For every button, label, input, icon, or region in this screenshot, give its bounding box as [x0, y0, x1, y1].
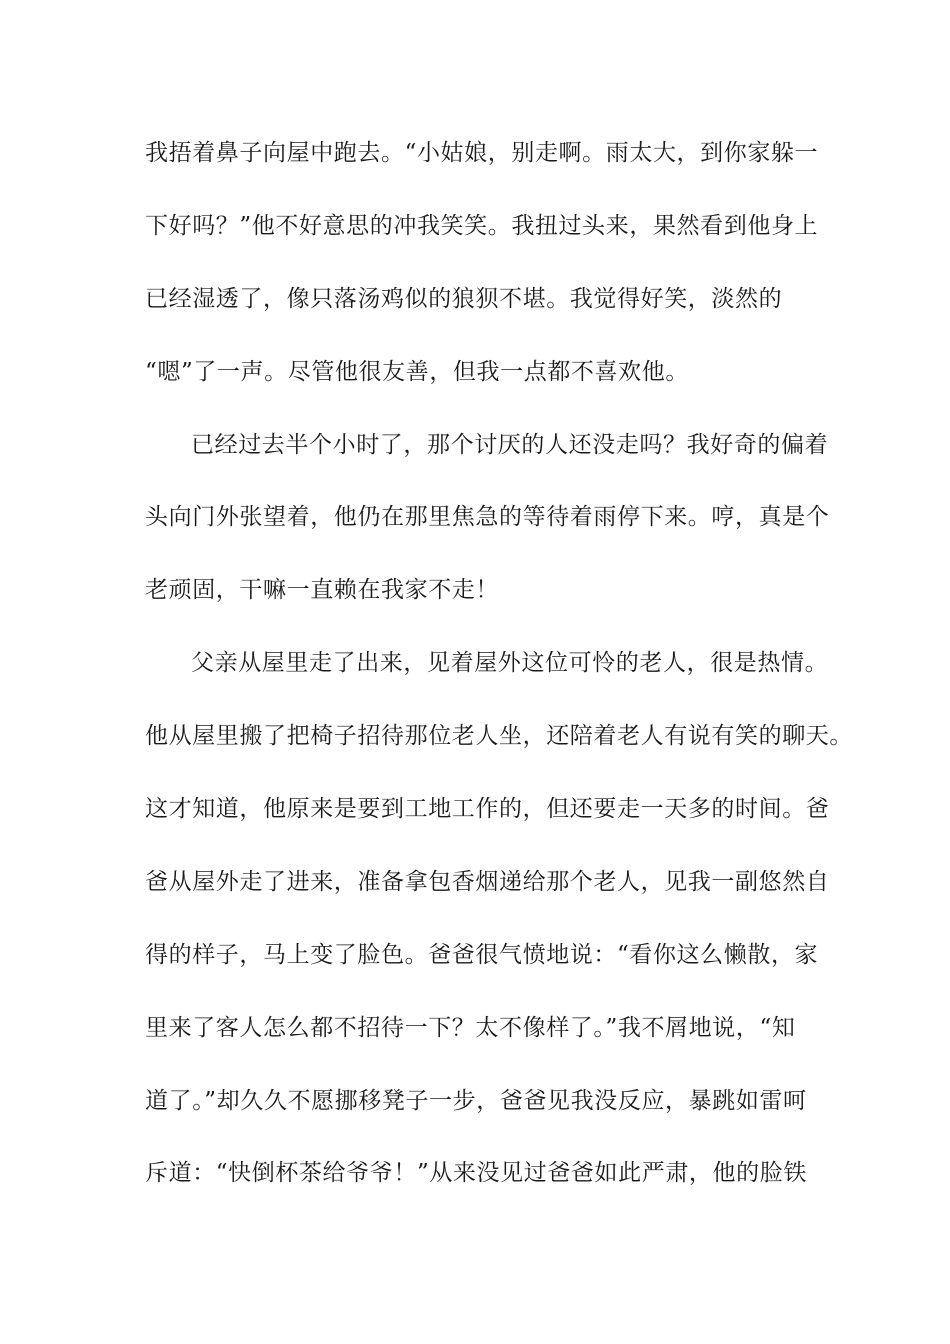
- text-line: 老顽固，干嘛一直赖在我家不走！: [145, 577, 499, 604]
- text-line: 下好吗？”他不好意思的冲我笑笑。我扭过头来，果然看到他身上: [145, 212, 819, 239]
- body-text: [145, 128, 853, 1221]
- text-line: 道了。”却久久不愿挪移凳子一步，爸爸见我没反应，暴跳如雷呵: [145, 1087, 807, 1114]
- text-line: 得的样子，马上变了脸色。爸爸很气愤地说：“看你这么懒散，家: [145, 941, 819, 968]
- text-line: 他从屋里搬了把椅子招待那位老人坐，还陪着老人有说有笑的聊天。: [145, 723, 853, 750]
- text-line: 斥道：“快倒杯茶给爷爷！”从来没见过爸爸如此严肃，他的脸铁: [145, 1160, 807, 1187]
- text-line: 这才知道，他原来是要到工地工作的，但还要走一天多的时间。爸: [145, 796, 830, 823]
- text-line: “嗯”了一声。尽管他很友善，但我一点都不喜欢他。: [145, 358, 689, 385]
- text-line: 我捂着鼻子向屋中跑去。“小姑娘，别走啊。雨太大，到你家躲一: [145, 140, 819, 166]
- text-line: 头向门外张望着，他仍在那里焦急的等待着雨停下来。哼，真是个: [145, 504, 830, 531]
- paragraph-start-line: 已经过去半个小时了，那个讨厌的人还没走吗？我好奇的偏着: [191, 431, 829, 458]
- paragraph-start-line: 父亲从屋里走了出来，见着屋外这位可怜的老人，很是热情。: [191, 650, 829, 677]
- text-line: 爸从屋外走了进来，准备拿包香烟递给那个老人，见我一副悠然自: [145, 868, 830, 895]
- text-line: 里来了客人怎么都不招待一下？太不像样了。”我不屑地说，“知: [145, 1014, 796, 1041]
- text-line: 已经湿透了，像只落汤鸡似的狼狈不堪。我觉得好笑，淡然的: [145, 285, 783, 312]
